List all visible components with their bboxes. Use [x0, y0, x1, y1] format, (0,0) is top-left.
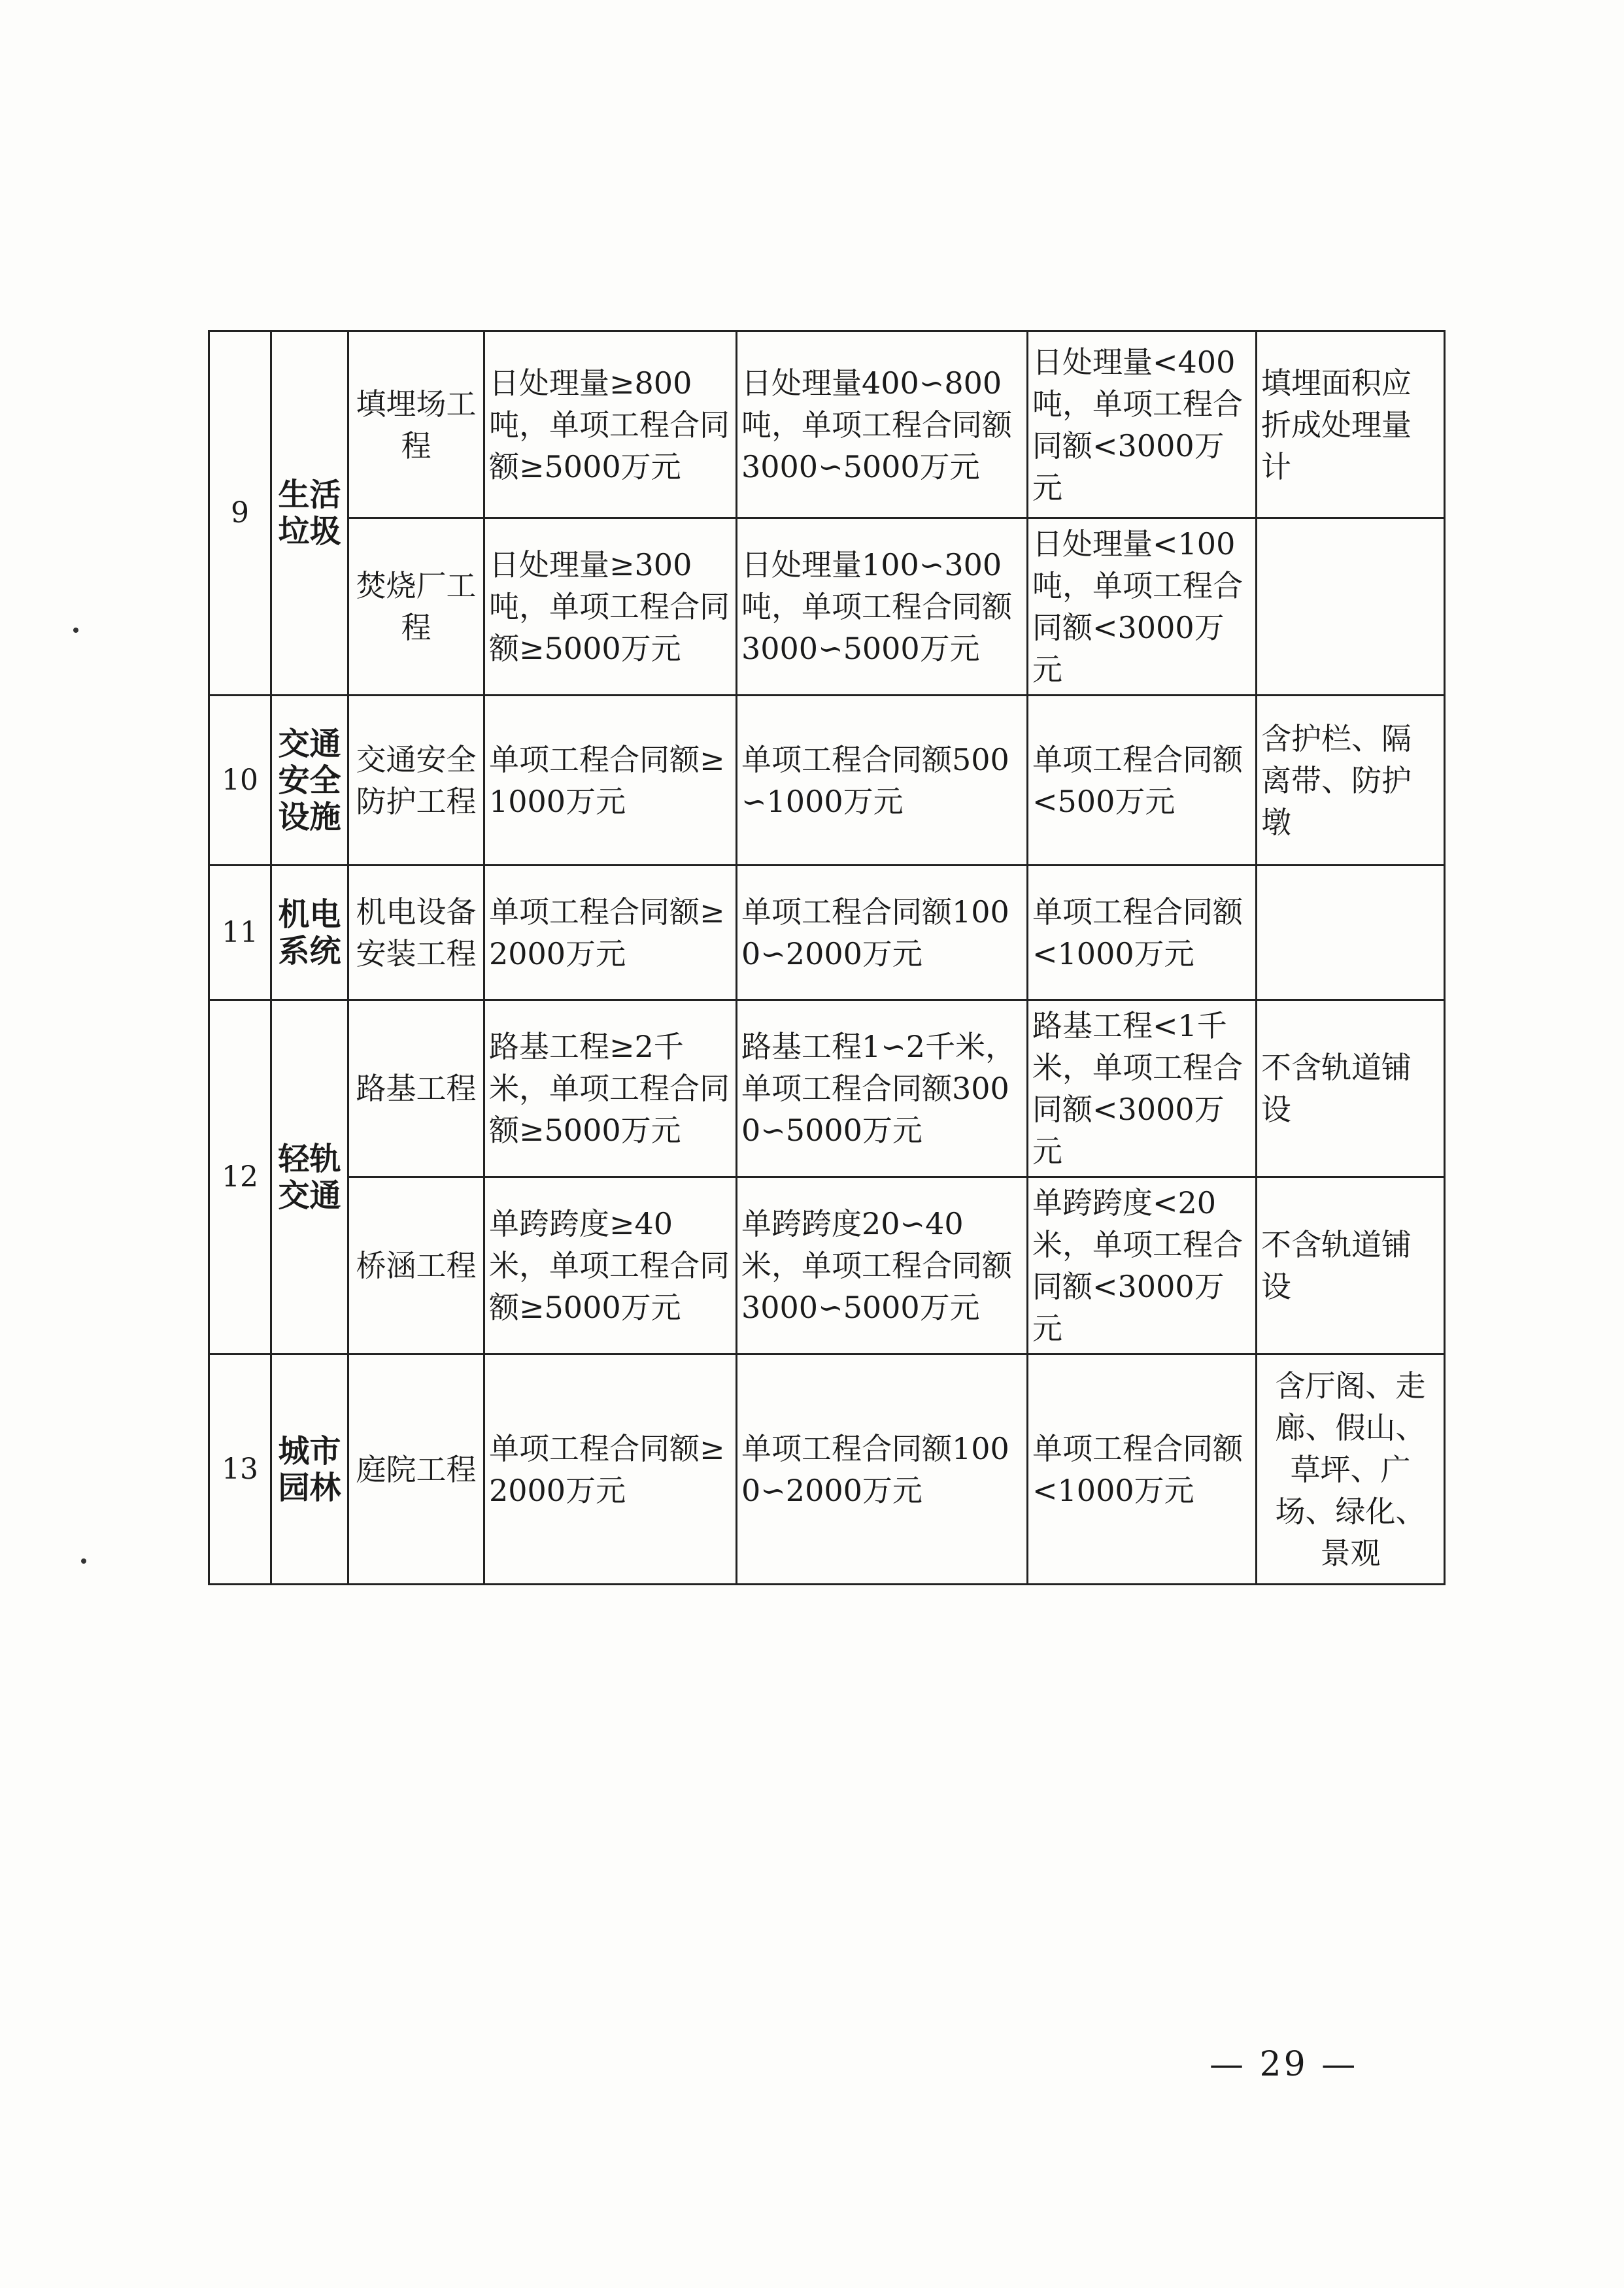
note-cell: 不含轨道铺设: [1257, 1177, 1445, 1354]
row-number: 10: [209, 696, 271, 866]
row-number: 13: [209, 1354, 271, 1585]
row-number: 11: [209, 866, 271, 1000]
large-scale-cell: 日处理量≥300吨，单项工程合同额≥5000万元: [484, 518, 737, 696]
category-cell: 机电系统: [271, 866, 348, 1000]
category-cell: 城市园林: [271, 1354, 348, 1585]
subitem-cell: 庭院工程: [348, 1354, 484, 1585]
medium-scale-cell: 单项工程合同额500∽1000万元: [737, 696, 1028, 866]
small-scale-cell: 日处理量<100吨，单项工程合同额<3000万元: [1028, 518, 1257, 696]
small-scale-cell: 路基工程<1千米，单项工程合同额<3000万元: [1028, 1000, 1257, 1177]
subitem-cell: 焚烧厂工程: [348, 518, 484, 696]
row-number: 9: [209, 331, 271, 696]
note-cell: 含厅阁、走廊、假山、草坪、广场、绿化、景观: [1257, 1354, 1445, 1585]
note-cell: 填埋面积应折成处理量计: [1257, 331, 1445, 518]
large-scale-cell: 单项工程合同额≥2000万元: [484, 1354, 737, 1585]
large-scale-cell: 单项工程合同额≥2000万元: [484, 866, 737, 1000]
table-row: [209, 1000, 1445, 1177]
table-row: [209, 1177, 1445, 1354]
small-scale-cell: 日处理量<400吨，单项工程合同额<3000万元: [1028, 331, 1257, 518]
large-scale-cell: 日处理量≥800吨，单项工程合同额≥5000万元: [484, 331, 737, 518]
medium-scale-cell: 单项工程合同额1000∽2000万元: [737, 1354, 1028, 1585]
large-scale-cell: 路基工程≥2千米，单项工程合同额≥5000万元: [484, 1000, 737, 1177]
small-scale-cell: 单项工程合同额<1000万元: [1028, 866, 1257, 1000]
small-scale-cell: 单跨跨度<20米，单项工程合同额<3000万元: [1028, 1177, 1257, 1354]
subitem-cell: 填埋场工程: [348, 331, 484, 518]
medium-scale-cell: 路基工程1∽2千米，单项工程合同额3000∽5000万元: [737, 1000, 1028, 1177]
subitem-cell: 桥涵工程: [348, 1177, 484, 1354]
table-row: [209, 518, 1445, 696]
project-scale-table: [208, 330, 1446, 1585]
small-scale-cell: 单项工程合同额<500万元: [1028, 696, 1257, 866]
note-cell: 含护栏、隔离带、防护墩: [1257, 696, 1445, 866]
note-cell: [1257, 866, 1445, 1000]
note-cell: 不含轨道铺设: [1257, 1000, 1445, 1177]
table-row: [209, 866, 1445, 1000]
medium-scale-cell: 单项工程合同额1000∽2000万元: [737, 866, 1028, 1000]
large-scale-cell: 单跨跨度≥40米，单项工程合同额≥5000万元: [484, 1177, 737, 1354]
category-cell: 轻轨交通: [271, 1000, 348, 1354]
category-cell: 交通安全设施: [271, 696, 348, 866]
scan-speck: [73, 628, 78, 633]
subitem-cell: 交通安全防护工程: [348, 696, 484, 866]
table-row: [209, 1354, 1445, 1585]
subitem-cell: 路基工程: [348, 1000, 484, 1177]
medium-scale-cell: 日处理量400∽800吨，单项工程合同额3000∽5000万元: [737, 331, 1028, 518]
row-number: 12: [209, 1000, 271, 1354]
scan-speck: [81, 1558, 86, 1564]
note-cell: [1257, 518, 1445, 696]
medium-scale-cell: 单跨跨度20∽40米，单项工程合同额3000∽5000万元: [737, 1177, 1028, 1354]
medium-scale-cell: 日处理量100∽300吨，单项工程合同额3000∽5000万元: [737, 518, 1028, 696]
large-scale-cell: 单项工程合同额≥1000万元: [484, 696, 737, 866]
category-cell: 生活垃圾: [271, 331, 348, 696]
table-row: [209, 696, 1445, 866]
subitem-cell: 机电设备安装工程: [348, 866, 484, 1000]
page-number: — 29 —: [1210, 2045, 1359, 2084]
small-scale-cell: 单项工程合同额<1000万元: [1028, 1354, 1257, 1585]
table-row: [209, 331, 1445, 518]
